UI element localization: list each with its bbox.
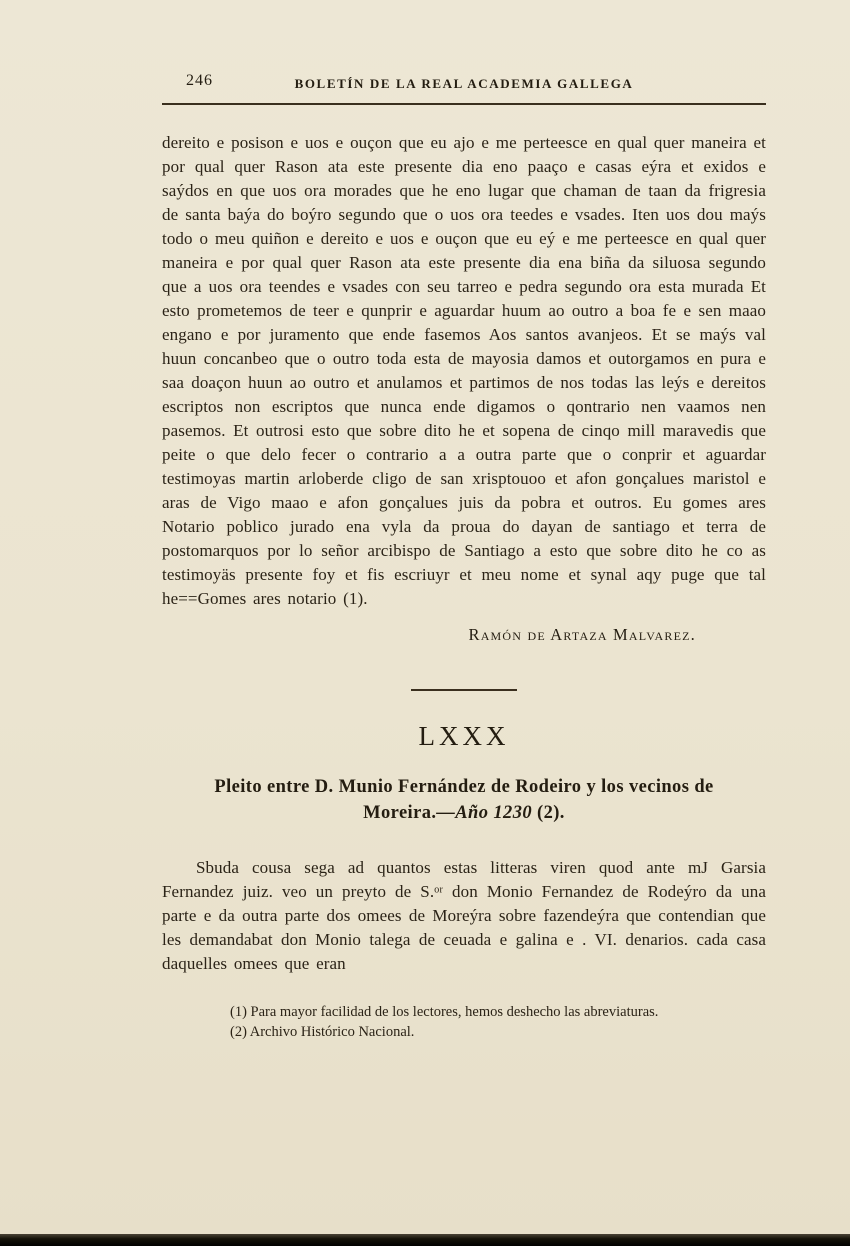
- footnote-1: (1) Para mayor facilidad de los lectores, hemos deshecho las abreviaturas.: [230, 1004, 659, 1020]
- page-header: [162, 0, 766, 96]
- section-divider: [411, 689, 517, 691]
- page-number: 246: [186, 72, 213, 89]
- section-title-year: —Año 1230: [436, 803, 532, 823]
- deed-body-text: dereito e posison e uos e ouçon que eu ajo e me perteesce en qual quer maneira et por qual quer Rason ata este presente dia eno paaço e casas eýra et exidos e saýdos en que uos ora morades que he eno lugar que chaman de taan da frigresia de santa baýa do boýro segundo que o uos ora teedes e vsades. Iten uos dou maýs todo o meu quiñon e dereito e uos e ouçon que eu eý e me perteesce en qual quer maneira e por qual quer Rason ata este presente dia ena biña da siluosa segundo que a uos ora teendes e vsades con seu tarreo e pedra segundo ora esta murada Et esto prometemos de teer e qunprir e aguardar huum ao outro a boa fe e sen maao engano e por juramento que ende fasemos Aos santos avanjeos. Et se maýs val huun concanbeo que o outro toda esta de mayosia damos et outorgamos en pura e saa doaçon huun ao outro et anulamos et partimos de nos todas las leýs e dereitos escriptos non escriptos que nunca ende digamos o qontrario nen vaamos nen pasemos. Et outrosi esto que sobre dito he et sopena de cinqo mill maravedis que peite o que delo fecer o contrario a a outra parte que o conprir et aguardar testimoyas martin arloberde cligo de san xrisptouoo et afon gonçalues maristol e aras de Vigo maao e afon gonçalues juis da pobra et outros. Eu gomes ares Notario poblico jurado ena vyla da proua do dayan de santiago et terra de postomarquos por lo señor arcibispo de Santiago a esto que sobre dito he co as testimoyäs presente foy et fis escriuyr et meu nome et synal aqy puge que tal he==Gomes ares notario (1).: [162, 133, 766, 608]
- section-title-note: (2).: [532, 803, 565, 823]
- scanned-page: [162, 0, 766, 1042]
- footnote-2: (2) Archivo Histórico Nacional.: [230, 1024, 415, 1040]
- scan-edge-bottom: [0, 1234, 850, 1246]
- journal-title: BOLETÍN DE LA REAL ACADEMIA GALLEGA: [294, 76, 634, 91]
- pleito-body-text: Sbuda cousa sega ad quantos estas litteras viren quod ante mJ Garsia Fernandez juiz. veo un preyto de S.ᵒʳ don Monio Fernandez de Rodeýro da una parte e da outra parte dos omees de Moreýra sobre fazendeýra que contendian que les demandabat don Monio talega de ceuada e galina e . VI. denarios. cada casa daquelles omees que eran: [162, 858, 766, 973]
- section-title: [194, 774, 734, 826]
- section-numeral: LXXX: [418, 721, 510, 751]
- footnotes: [230, 1002, 766, 1042]
- section-title-main: Pleito entre D. Munio Fernández de Rodeiro y los vecinos de Moreira.: [214, 777, 714, 823]
- header-rule: [162, 103, 766, 105]
- author-signature: Ramón de Artaza Malvarez.: [468, 625, 696, 644]
